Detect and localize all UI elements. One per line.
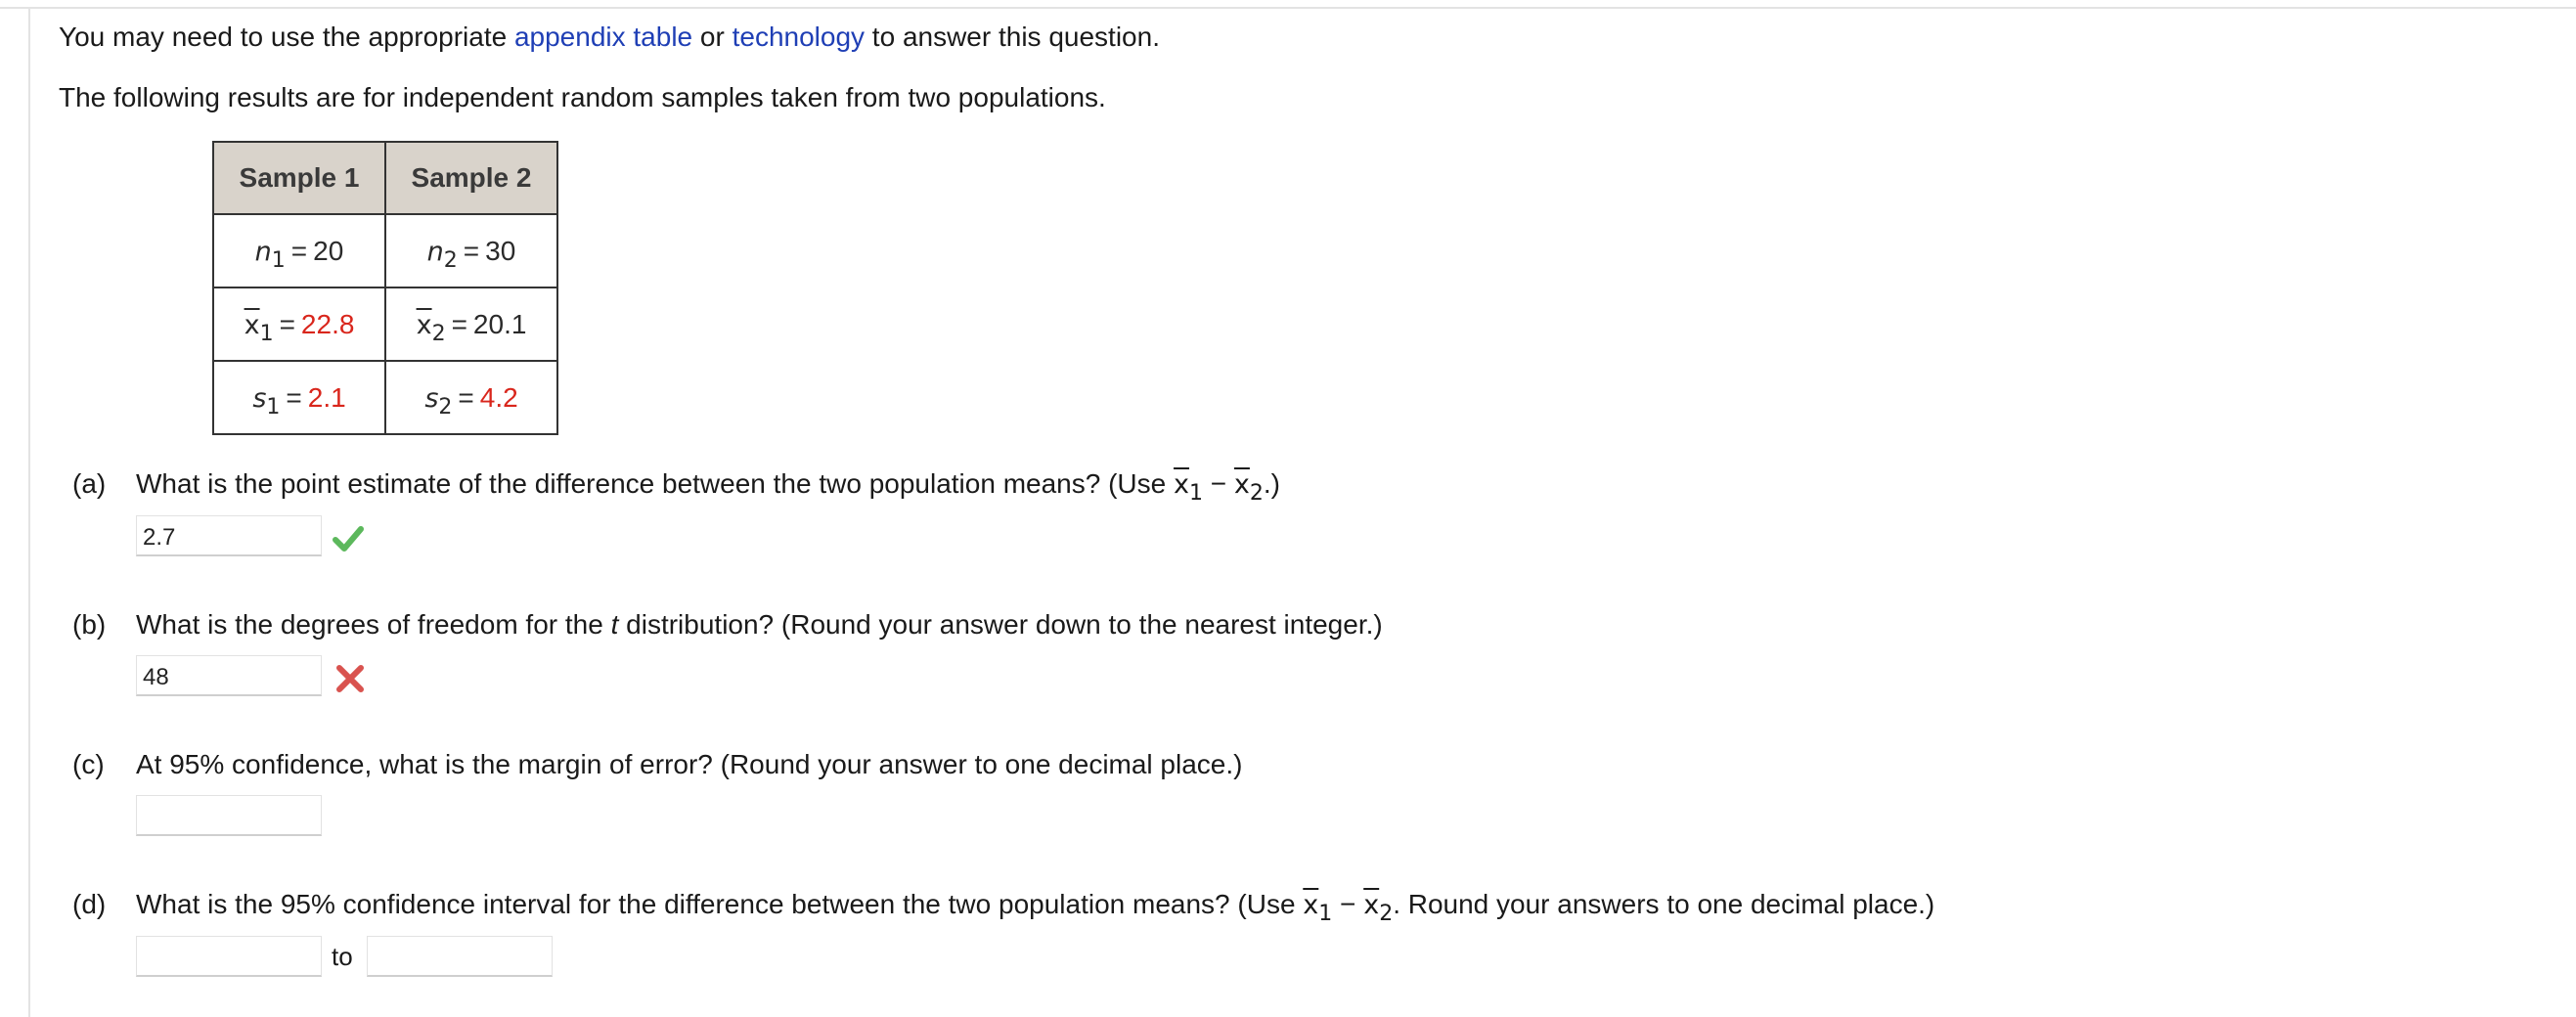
header-sample-1: Sample 1: [213, 142, 385, 214]
question-d-end: . Round your answers to one decimal place.): [1393, 889, 1935, 919]
samples-table: [212, 141, 558, 435]
question-a-label: (a): [72, 468, 107, 499]
left-divider: [28, 9, 30, 1017]
question-d-label: (d): [72, 889, 107, 919]
question-b-text: [136, 608, 1383, 641]
intro-middle: or: [692, 22, 733, 52]
s2-value: 4.2: [479, 381, 518, 413]
technology-link[interactable]: technology: [732, 22, 866, 52]
interval-to-label: to: [332, 942, 353, 971]
question-a-end: .): [1263, 468, 1280, 499]
cell-x2: $\overline{x}_2 = 20.1$: [385, 287, 557, 361]
cell-n2: $n_2 = 30$: [385, 214, 557, 287]
cell-n1: $n_1 = 20$: [213, 214, 385, 287]
answer-d-upper-input[interactable]: [367, 936, 553, 977]
cell-x1: $\overline{x}_1 = 22.8$: [213, 287, 385, 361]
answer-a-input[interactable]: [136, 515, 322, 556]
answer-b-input[interactable]: [136, 655, 322, 696]
question-b-prompt: What is the degrees of freedom for the: [136, 609, 611, 640]
question-d-prompt: What is the 95% confidence interval for the difference between the two population means? (Use: [136, 889, 1304, 919]
n2-value: 30: [485, 235, 516, 266]
question-c-label: (c): [72, 749, 105, 779]
lead-text: The following results are for independent random samples taken from two populations.: [59, 82, 1106, 112]
n1-value: 20: [313, 235, 344, 266]
question-a-text: What is the point estimate of the difference between the two population means? (Use $\overline{x}_1 - \overline{x}_2$.): [136, 468, 1280, 506]
question-d-text: What is the 95% confidence interval for the difference between the two population means? (Use $\overline{x}_1 - \overline{x}_2$. Round your answers to one decimal place.): [136, 889, 1935, 926]
intro-suffix: to answer this question.: [865, 22, 1160, 52]
intro-text: [59, 21, 1160, 54]
cross-icon: [333, 661, 368, 696]
question-a-prompt: What is the point estimate of the difference between the two population means? (Use: [136, 468, 1174, 499]
question-b-end: distribution? (Round your answer down to the nearest integer.): [618, 609, 1383, 640]
s1-value: 2.1: [307, 381, 346, 413]
header-sample-2: Sample 2: [385, 142, 557, 214]
question-c-text: At 95% confidence, what is the margin of error? (Round your answer to one decimal place.): [136, 749, 1243, 779]
cell-s1: $s_1 = 2.1$: [213, 361, 385, 434]
question-b-label: (b): [72, 609, 107, 640]
x1-value: 22.8: [300, 308, 355, 339]
intro-prefix: You may need to use the appropriate: [59, 22, 514, 52]
answer-d-lower-input[interactable]: [136, 936, 322, 977]
top-divider: [0, 7, 2576, 9]
cell-s2: $s_2 = 4.2$: [385, 361, 557, 434]
answer-c-input[interactable]: [136, 795, 322, 836]
question-b-t: t: [610, 609, 619, 640]
checkmark-icon: [331, 521, 366, 556]
appendix-table-link[interactable]: appendix table: [513, 22, 693, 52]
x2-value: 20.1: [472, 308, 527, 339]
